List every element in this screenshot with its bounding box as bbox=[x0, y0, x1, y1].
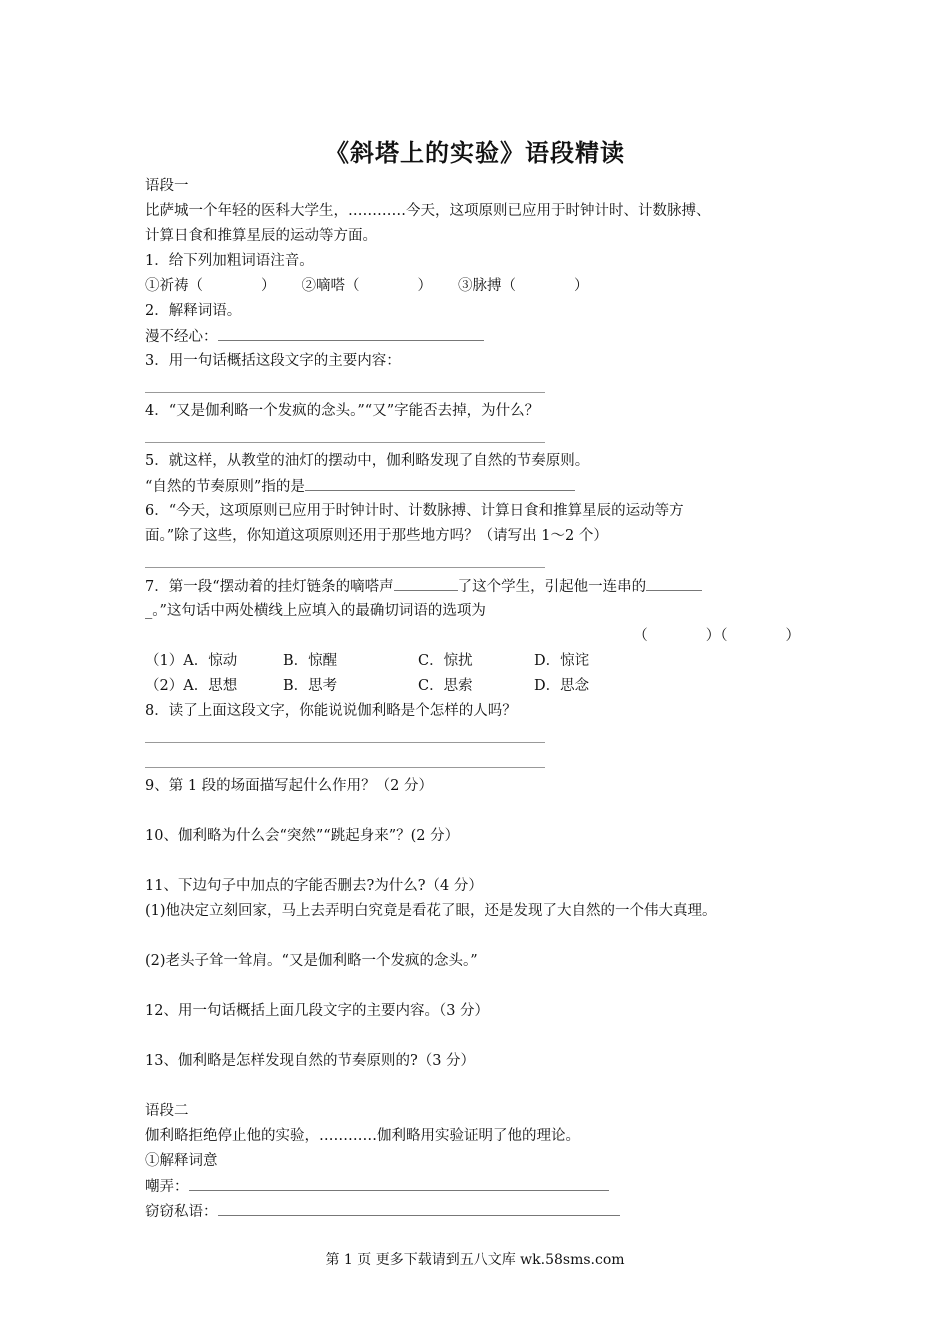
q11-sentence2: (2)老头子耸一耸肩。“又是伽利略一个发疯的念头。” bbox=[145, 953, 478, 969]
q3-answer-line[interactable] bbox=[145, 374, 815, 399]
q7-r2-d[interactable]: D．思念 bbox=[534, 678, 590, 694]
q1-item3: ③脉搏（ bbox=[458, 278, 516, 294]
q2-text: 2．解释词语。 bbox=[145, 303, 242, 319]
section2-term2: 窃窃私语： bbox=[145, 1204, 218, 1220]
q7-line2b: 。”这句话中两处横线上应填入的最确切词语的选项为 bbox=[152, 603, 486, 619]
section1-passage-line1: 比萨城一个年轻的医科大学生，…………今天，这项原则已应用于时钟计时、计数脉搏、 bbox=[145, 203, 711, 219]
q6-line2: 面。”除了这些，你知道这项原则还用于那些地方吗？（请写出 1～2 个） bbox=[145, 528, 608, 544]
q7-line1a: 7．第一段“摆动着的挂灯链条的嘀嗒声 bbox=[145, 579, 394, 595]
q2-term: 漫不经心： bbox=[145, 329, 218, 345]
section2-term2-line bbox=[145, 1199, 815, 1224]
section2-q1: ①解释词意 bbox=[145, 1153, 218, 1169]
section2-passage: 伽利略拒绝停止他的实验，…………伽利略用实验证明了他的理论。 bbox=[145, 1128, 580, 1144]
q8-answer-line1[interactable] bbox=[145, 724, 815, 749]
q11-text: 11、下边句子中加点的字能否删去?为什么?（4 分） bbox=[145, 878, 483, 894]
page-title: 《斜塔上的实验》语段精读 bbox=[325, 138, 625, 167]
q7-r2-a[interactable]: （2）A．思想 bbox=[145, 678, 238, 694]
q9-text: 9、第 1 段的场面描写起什么作用？（2 分） bbox=[145, 778, 434, 794]
q7-r2-c[interactable]: C．思索 bbox=[418, 678, 473, 694]
q1-close3: ） bbox=[574, 278, 589, 294]
q8-answer-line2[interactable] bbox=[145, 749, 815, 774]
q7-line2 bbox=[145, 599, 815, 624]
section2-heading: 语段二 bbox=[145, 1103, 189, 1119]
q1-close2: ） bbox=[417, 278, 432, 294]
q4-text: 4．“又是伽利略一个发疯的念头。”“又”字能否去掉，为什么？ bbox=[145, 403, 540, 419]
q7-r1-a[interactable]: （1）A．惊动 bbox=[145, 653, 238, 669]
q11-sentence1: (1)他决定立刻回家，马上去弄明白究竟是看花了眼，还是发现了大自然的一个伟大真理。 bbox=[145, 903, 717, 919]
q1-item2: ②嘀嗒（ bbox=[301, 278, 360, 294]
q1-close1: ） bbox=[261, 278, 276, 294]
section1-heading: 语段一 bbox=[145, 178, 189, 194]
q4-answer-line[interactable] bbox=[145, 424, 815, 449]
q10-text: 10、伽利略为什么会“突然”“跳起身来”？(2 分） bbox=[145, 828, 460, 844]
q7-blank2[interactable] bbox=[646, 574, 702, 591]
q7-r2-b[interactable]: B．思考 bbox=[283, 678, 338, 694]
q5-answer-blank[interactable] bbox=[305, 474, 575, 491]
q2-answer-blank[interactable] bbox=[218, 324, 484, 341]
q7-options-row1 bbox=[145, 649, 815, 674]
q7-options-row2 bbox=[145, 674, 815, 699]
section2-term1: 嘲弄： bbox=[145, 1179, 189, 1195]
q7-line1 bbox=[145, 574, 815, 599]
q5-text: 5．就这样，从教堂的油灯的摆动中，伽利略发现了自然的节奏原则。 bbox=[145, 453, 590, 469]
q5-sub: “自然的节奏原则”指的是 bbox=[145, 479, 305, 495]
q5-sub-line bbox=[145, 474, 815, 499]
q7-answer-parens[interactable]: （ ）（ ） bbox=[633, 628, 800, 644]
q7-r1-d[interactable]: D．惊诧 bbox=[534, 653, 590, 669]
q13-text: 13、伽利略是怎样发现自然的节奏原则的?（3 分） bbox=[145, 1053, 476, 1069]
worksheet-body bbox=[145, 174, 815, 1224]
q1-items bbox=[145, 274, 815, 299]
section1-passage-line2: 计算日食和推算星辰的运动等方面。 bbox=[145, 228, 377, 244]
q2-term-line bbox=[145, 324, 815, 349]
q7-line2a: _ bbox=[145, 603, 153, 619]
q6-line1: 6．“今天，这项原则已应用于时钟计时、计数脉搏、计算日食和推算星辰的运动等方 bbox=[145, 503, 684, 519]
q7-r1-b[interactable]: B．惊醒 bbox=[283, 653, 338, 669]
q1-item1: ①祈祷（ bbox=[145, 278, 203, 294]
q3-text: 3．用一句话概括这段文字的主要内容： bbox=[145, 353, 401, 369]
section2-term1-blank[interactable] bbox=[189, 1174, 609, 1191]
q8-text: 8．读了上面这段文字，你能说说伽利略是个怎样的人吗？ bbox=[145, 703, 517, 719]
page-footer: 第 1 页 更多下载请到五八文库 wk.58sms.com bbox=[325, 1252, 625, 1268]
q6-answer-line[interactable] bbox=[145, 549, 815, 574]
q7-r1-c[interactable]: C．惊扰 bbox=[418, 653, 473, 669]
q1-text: 1．给下列加粗词语注音。 bbox=[145, 253, 314, 269]
section2-term2-blank[interactable] bbox=[218, 1199, 620, 1216]
section2-term1-line bbox=[145, 1174, 815, 1199]
q12-text: 12、用一句话概括上面几段文字的主要内容。（3 分） bbox=[145, 1003, 490, 1019]
q7-blank1[interactable] bbox=[394, 574, 458, 591]
q7-line1b: 了这个学生，引起他一连串的 bbox=[457, 579, 647, 595]
